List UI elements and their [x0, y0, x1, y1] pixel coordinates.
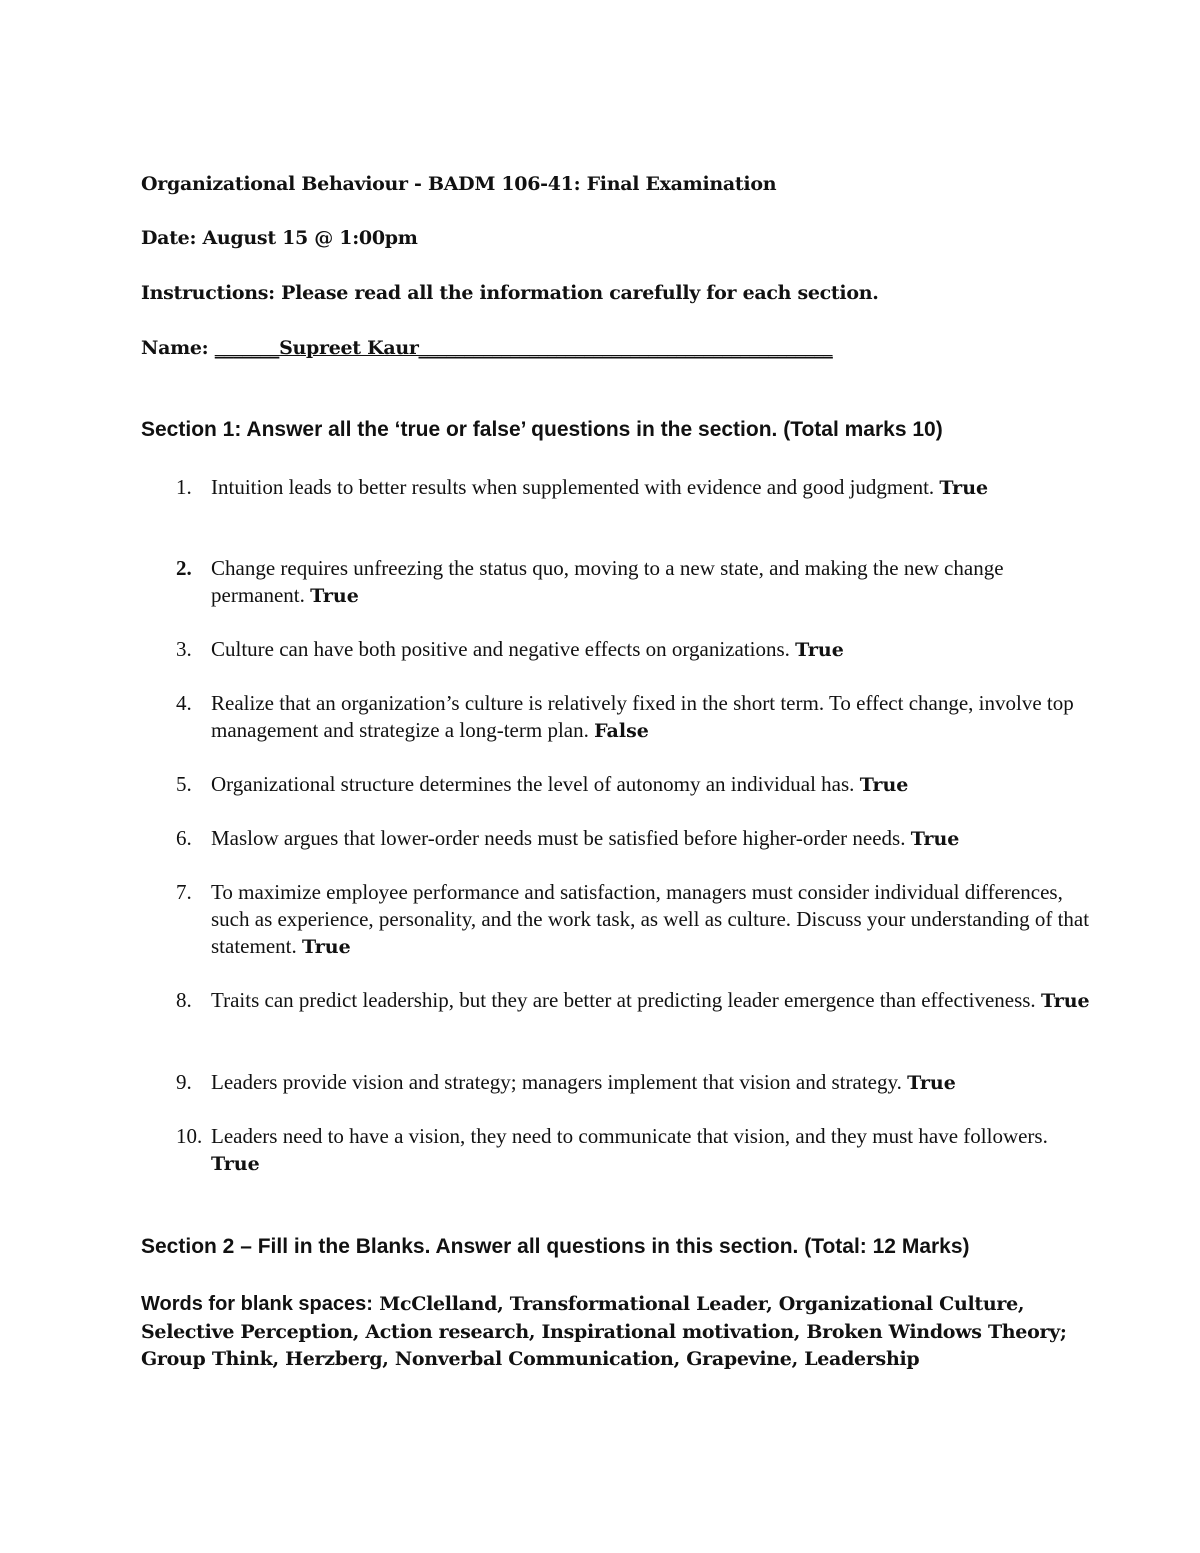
question-text-block [211, 474, 1091, 502]
section-2-heading: Section 2 – Fill in the Blanks. Answer all questions in this section. (Total: 12 Marks) [141, 1235, 970, 1258]
question-text-block [211, 636, 1091, 664]
question-text-block [211, 879, 1091, 961]
question-number: 10. [176, 1124, 203, 1148]
question-text-block [211, 1069, 1091, 1097]
question-text-block [211, 825, 1091, 853]
question-answer: True [211, 1153, 260, 1175]
question-text: Leaders need to have a vision, they need to communicate that vision, and they must have followers. [211, 1124, 1048, 1148]
word-bank-list: McClelland, Transformational Leader, Organizational Culture, Selective Perception, Action research, Inspirational motivation, Broken Windows Theory; Group Think, Herzberg, Nonverbal Communication, Grapevine, Leadership [141, 1293, 1067, 1370]
question-number: 6. [176, 826, 192, 850]
question-number: 2. [176, 556, 192, 580]
exam-date: Date: August 15 @ 1:00pm [141, 227, 418, 249]
question-answer: False [594, 720, 649, 742]
question-answer: True [310, 585, 359, 607]
question-answer: True [859, 774, 909, 796]
question-number: 7. [176, 880, 192, 904]
section-1-heading: Section 1: Answer all the ‘true or false’ questions in the section. (Total marks 10) [141, 418, 943, 441]
question-text-block [211, 771, 1091, 799]
question-answer: True [795, 639, 844, 661]
question-text: To maximize employee performance and satisfaction, managers must consider individual differences, such as experience, personality, and the work task, as well as culture. Discuss your understanding of that statement. [211, 880, 1090, 958]
question-answer: True [907, 1072, 956, 1094]
exam-instructions: Instructions: Please read all the information carefully for each section. [141, 282, 879, 304]
question-number: 4. [176, 691, 192, 715]
question-number: 1. [176, 475, 192, 499]
question-text-block [211, 690, 1091, 745]
question-answer: True [1040, 990, 1090, 1012]
question-answer: True [910, 828, 960, 850]
student-name-line [141, 335, 833, 361]
question-text: Leaders provide vision and strategy; managers implement that vision and strategy. [211, 1070, 902, 1094]
question-text-block [211, 1123, 1091, 1178]
question-text: Maslow argues that lower-order needs must be satisfied before higher-order needs. [211, 826, 906, 850]
exam-title: Organizational Behaviour - BADM 106-41: Final Examination [141, 173, 777, 195]
question-text: Intuition leads to better results when supplemented with evidence and good judgment. [211, 475, 935, 499]
question-text: Organizational structure determines the level of autonomy an individual has. [211, 772, 855, 796]
question-text: Traits can predict leadership, but they are better at predicting leader emergence than effectiveness. [211, 988, 1036, 1012]
question-text: Realize that an organization’s culture is relatively fixed in the short term. To effect change, involve top management and strategize a long-term plan. [211, 691, 1074, 742]
word-bank-label: Words for blank spaces: [141, 1293, 373, 1315]
question-answer: True [939, 477, 989, 499]
question-number: 8. [176, 988, 192, 1012]
question-number: 9. [176, 1070, 192, 1094]
question-text-block [211, 555, 1091, 610]
question-number: 5. [176, 772, 192, 796]
word-bank [141, 1291, 1101, 1374]
name-value: _______Supreet Kaur_____________________________________________ [214, 337, 833, 359]
name-label: Name: [141, 337, 215, 359]
question-text: Culture can have both positive and negative effects on organizations. [211, 637, 790, 661]
question-text: Change requires unfreezing the status quo, moving to a new state, and making the new change permanent. [211, 556, 1004, 607]
question-number: 3. [176, 637, 192, 661]
question-text-block [211, 987, 1091, 1015]
question-answer: True [301, 936, 351, 958]
